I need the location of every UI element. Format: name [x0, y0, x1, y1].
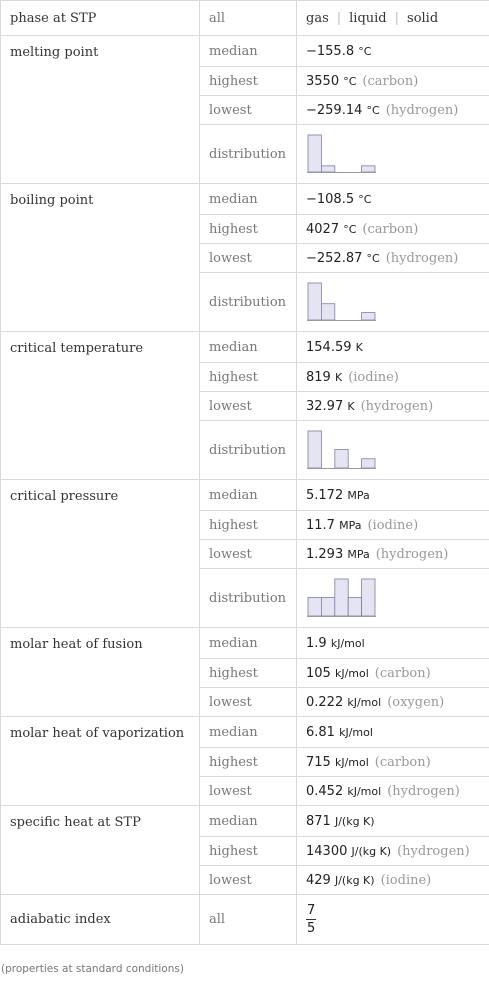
row-label-highest: highest — [200, 363, 297, 392]
row-label-lowest: lowest — [200, 392, 297, 421]
unit: kJ/mol — [347, 784, 382, 798]
row-label-highest: highest — [200, 511, 297, 540]
value: 819 — [306, 369, 331, 385]
header-subheader: all — [200, 1, 297, 36]
value-cell — [297, 67, 489, 96]
unit: J/(kg K) — [334, 873, 375, 887]
unit: °C — [358, 44, 372, 58]
footnote: (properties at standard conditions) — [1, 963, 184, 975]
row-label-highest: highest — [200, 67, 297, 96]
row-label-median: median — [200, 480, 297, 511]
distribution-histogram — [306, 133, 386, 175]
row-label-highest: highest — [200, 215, 297, 244]
row-label-median: median — [200, 184, 297, 215]
unit: °C — [343, 74, 357, 88]
property-specific-heat: specific heat at STP — [1, 806, 200, 895]
histogram-bar — [335, 450, 348, 469]
unit: kJ/mol — [334, 666, 369, 680]
element-note: (hydrogen) — [375, 546, 449, 562]
phase-separator: | — [336, 10, 342, 26]
histogram-bar — [308, 598, 321, 617]
element-note: (carbon) — [362, 221, 419, 237]
histogram-bar — [335, 579, 348, 616]
value: 1.9 — [306, 635, 327, 651]
value: 0.452 — [306, 783, 344, 799]
phase-liquid: liquid — [349, 10, 387, 26]
unit: K — [347, 399, 355, 413]
fraction-denominator: 5 — [307, 921, 316, 936]
unit: °C — [366, 251, 380, 265]
distribution-histogram — [306, 577, 386, 619]
element-note: (iodine) — [380, 872, 432, 888]
row-label-lowest: lowest — [200, 777, 297, 806]
value: 871 — [306, 813, 331, 829]
unit: J/(kg K) — [334, 814, 375, 828]
property-molar-heat-of-vaporization: molar heat of vaporization — [1, 717, 200, 806]
unit: kJ/mol — [334, 755, 369, 769]
row-label-highest: highest — [200, 748, 297, 777]
row-label-lowest: lowest — [200, 540, 297, 569]
value: 6.81 — [306, 724, 335, 740]
distribution-cell — [297, 569, 489, 628]
property-critical-pressure: critical pressure — [1, 480, 200, 628]
unit: J/(kg K) — [351, 844, 392, 858]
row-label-median: median — [200, 36, 297, 67]
property-adiabatic-index: adiabatic index — [1, 895, 200, 945]
element-note: (iodine) — [348, 369, 399, 385]
histogram-bar — [362, 313, 375, 320]
value: 14300 — [306, 843, 348, 859]
row-label-lowest: lowest — [200, 244, 297, 273]
value-cell — [297, 806, 489, 837]
phase-list — [297, 1, 489, 36]
value-cell — [297, 215, 489, 244]
row-label-median: median — [200, 806, 297, 837]
element-note: (oxygen) — [387, 694, 445, 710]
value-cell — [297, 717, 489, 748]
phase-gas: gas — [306, 10, 329, 26]
value: 3550 — [306, 73, 340, 89]
value: −108.5 — [306, 191, 355, 207]
element-note: (carbon) — [362, 73, 419, 89]
histogram-bar — [308, 283, 321, 320]
histogram-bar — [321, 166, 334, 172]
unit: MPa — [347, 488, 370, 502]
value-cell — [297, 895, 489, 945]
value: 1.293 — [306, 546, 344, 562]
value: −259.14 — [306, 102, 363, 118]
value-cell — [297, 332, 489, 363]
row-label-lowest: lowest — [200, 866, 297, 895]
value-cell — [297, 96, 489, 125]
element-note: (hydrogen) — [385, 102, 459, 118]
element-note: (hydrogen) — [385, 250, 459, 266]
value-cell — [297, 480, 489, 511]
header-row — [1, 1, 489, 36]
value-cell — [297, 866, 489, 895]
value-cell — [297, 540, 489, 569]
value: 5.172 — [306, 487, 344, 503]
unit: °C — [358, 192, 372, 206]
property-melting-point: melting point — [1, 36, 200, 184]
unit: K — [334, 370, 343, 384]
unit: °C — [366, 103, 380, 117]
row-label-distribution: distribution — [200, 273, 297, 332]
element-note: (carbon) — [374, 754, 431, 770]
property-molar-heat-of-fusion: molar heat of fusion — [1, 628, 200, 717]
value-cell — [297, 36, 489, 67]
histogram-bar — [308, 431, 321, 468]
value-cell — [297, 184, 489, 215]
value-cell — [297, 659, 489, 688]
value-cell — [297, 688, 489, 717]
fraction — [306, 902, 316, 937]
histogram-bar — [321, 304, 334, 320]
value-cell — [297, 244, 489, 273]
row-label-highest: highest — [200, 659, 297, 688]
value: 11.7 — [306, 517, 335, 533]
value: 105 — [306, 665, 331, 681]
table-row — [1, 184, 489, 215]
row-label-all: all — [200, 895, 297, 945]
histogram-bar — [362, 166, 375, 172]
value-cell — [297, 511, 489, 540]
value: 429 — [306, 872, 331, 888]
value: −155.8 — [306, 43, 355, 59]
distribution-cell — [297, 421, 489, 480]
property-critical-temperature: critical temperature — [1, 332, 200, 480]
value: 0.222 — [306, 694, 344, 710]
table-row — [1, 36, 489, 67]
row-label-distribution: distribution — [200, 125, 297, 184]
header-label: phase at STP — [1, 1, 200, 36]
distribution-histogram — [306, 281, 386, 323]
element-note: (iodine) — [367, 517, 419, 533]
unit: MPa — [339, 518, 362, 532]
unit: °C — [343, 222, 357, 236]
histogram-bar — [321, 598, 334, 617]
histogram-bar — [362, 579, 375, 616]
unit: MPa — [347, 547, 370, 561]
histogram-bar — [362, 459, 375, 468]
histogram-bar — [308, 135, 321, 172]
element-note: (hydrogen) — [387, 783, 460, 799]
element-note: (carbon) — [374, 665, 431, 681]
table-row — [1, 628, 489, 659]
fraction-numerator: 7 — [307, 903, 316, 918]
row-label-median: median — [200, 628, 297, 659]
value: 32.97 — [306, 398, 344, 414]
distribution-cell — [297, 273, 489, 332]
value: 154.59 — [306, 339, 352, 355]
value-cell — [297, 363, 489, 392]
histogram-bar — [348, 598, 361, 617]
value: 715 — [306, 754, 331, 770]
row-label-median: median — [200, 332, 297, 363]
distribution-cell — [297, 125, 489, 184]
row-label-median: median — [200, 717, 297, 748]
element-note: (hydrogen) — [397, 843, 470, 859]
unit: kJ/mol — [339, 725, 373, 739]
unit: K — [355, 340, 363, 354]
value-cell — [297, 748, 489, 777]
table-row — [1, 480, 489, 511]
row-label-lowest: lowest — [200, 96, 297, 125]
distribution-histogram — [306, 429, 386, 471]
phase-solid: solid — [407, 10, 439, 26]
value-cell — [297, 777, 489, 806]
property-boiling-point: boiling point — [1, 184, 200, 332]
element-note: (hydrogen) — [360, 398, 434, 414]
value-cell — [297, 837, 489, 866]
row-label-distribution: distribution — [200, 569, 297, 628]
value-cell — [297, 628, 489, 659]
row-label-distribution: distribution — [200, 421, 297, 480]
unit: kJ/mol — [347, 695, 382, 709]
row-label-lowest: lowest — [200, 688, 297, 717]
table-row — [1, 717, 489, 748]
value-cell — [297, 392, 489, 421]
table-row — [1, 806, 489, 837]
unit: kJ/mol — [330, 636, 365, 650]
value: 4027 — [306, 221, 340, 237]
phase-separator: | — [394, 10, 400, 26]
row-label-highest: highest — [200, 837, 297, 866]
table-row — [1, 895, 489, 945]
table-row — [1, 332, 489, 363]
value: −252.87 — [306, 250, 363, 266]
